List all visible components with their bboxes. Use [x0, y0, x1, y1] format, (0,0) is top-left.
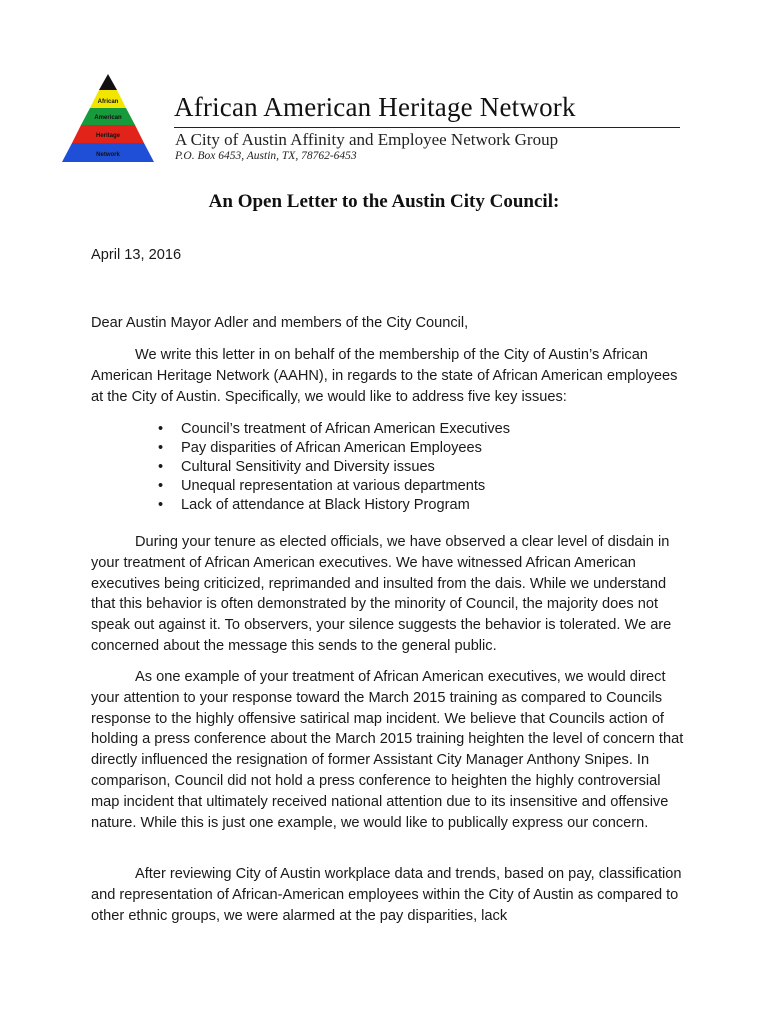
paragraph-example-text: As one example of your treatment of African American executives, we would direct your attention to your response toward the March 2015 training as compared to Councils response to the highly offensive satirical map incident. We believe that Councils action of holding a press conference about the March 2015 training heighten the level of concern that directly influenced the resignation of former Assistant City Manager Anthony Snipes. In comparison, Council did not hold a press conference to heighten the highly controversial map incident that ultimately received national attention due to its insensitive and offensive nature. While this is just one example, we would like to publically express our concern. [91, 669, 684, 831]
letter-title: An Open Letter to the Austin City Council: [208, 191, 560, 212]
paragraph-intro-text: We write this letter in on behalf of the membership of the City of Austin’s African American Heritage Network (AAHN), in regards to the state of African American employees at the City of Austin. Specifically, we would like to address five key issues: [91, 347, 678, 405]
paragraph-tenure-text: During your tenure as elected officials, we have observed a clear level of disdain in your treatment of African American executives. We have witnessed African American executives being criticized, reprimanded and insulted from the dais. While we understand that this behavior is often demonstrated by the minority of Council, the majority does not speak out against it. To observers, your silence suggests the behavior is tolerated. We are concerned about the message this sends to the general public. [91, 534, 672, 654]
issues-list [158, 420, 510, 515]
org-name: African American Heritage Network [174, 92, 576, 122]
pyramid-label-heritage: Heritage [95, 133, 121, 139]
pyramid-label-american: American [94, 115, 122, 121]
aahn-pyramid-logo [52, 74, 164, 164]
paragraph-intro [91, 345, 691, 407]
list-item: • Lack of attendance at Black History Program [158, 496, 510, 515]
paragraph-data-review [91, 864, 691, 926]
pyramid-apex-black [99, 74, 117, 90]
letter-date: April 13, 2016 [91, 247, 182, 263]
paragraph-data-review-text: After reviewing City of Austin workplace data and trends, based on pay, classification and representation of African-American employees within the City of Austin as compared to other ethnic groups, we were alarmed at the pay disparities, lack [91, 866, 682, 924]
letterhead-divider [174, 127, 680, 128]
org-address: P.O. Box 6453, Austin, TX, 78762-6453 [175, 150, 357, 162]
pyramid-label-network: Network [96, 152, 120, 158]
list-item: • Pay disparities of African American Employees [158, 439, 510, 458]
salutation: Dear Austin Mayor Adler and members of the City Council, [91, 315, 469, 331]
pyramid-label-african: African [97, 99, 119, 105]
paragraph-example [91, 667, 691, 833]
list-item: • Unequal representation at various departments [158, 477, 510, 496]
org-subtitle: A City of Austin Affinity and Employee Network Group [175, 130, 559, 149]
list-item: • Council’s treatment of African American Executives [158, 420, 510, 439]
paragraph-tenure [91, 532, 691, 657]
list-item: • Cultural Sensitivity and Diversity issues [158, 458, 510, 477]
